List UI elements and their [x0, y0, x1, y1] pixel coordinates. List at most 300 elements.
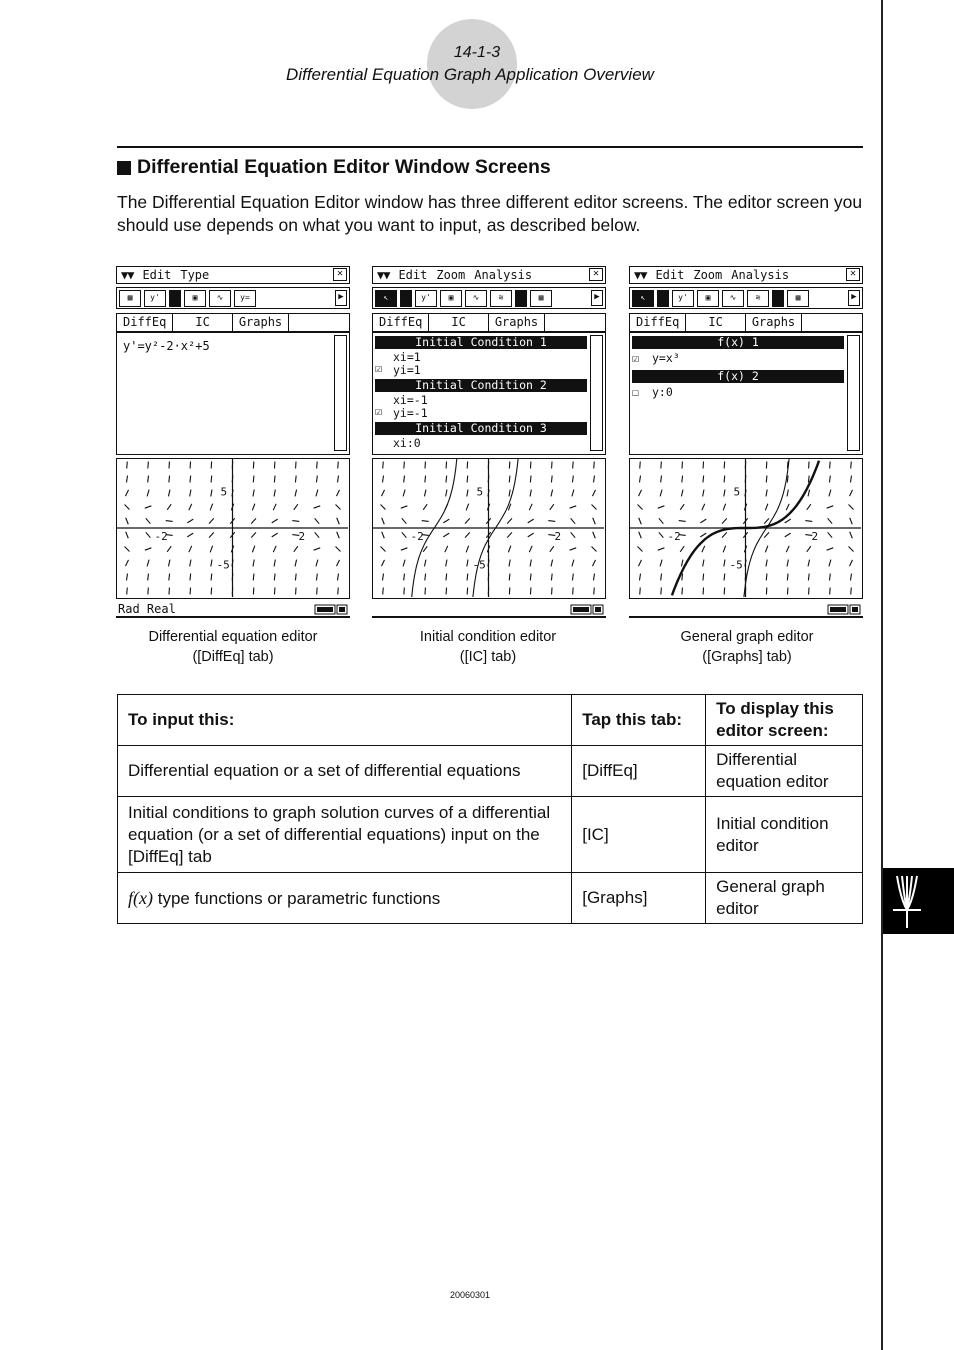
slope-segment [252, 504, 254, 511]
tab-diffeq[interactable]: DiffEq [117, 314, 173, 331]
slope-segment [724, 490, 725, 497]
slope-segment [294, 504, 298, 510]
slope-segment [681, 560, 683, 567]
dropdown-arrow-icon[interactable] [169, 290, 181, 307]
slope-segment [724, 476, 725, 483]
slope-segment [209, 518, 214, 523]
slope-segment [381, 560, 384, 566]
condition-xi[interactable]: xi=1 [393, 350, 421, 364]
slope-segment [211, 476, 212, 483]
caption-line: ([DiffEq] tab) [192, 649, 274, 665]
toolbar-grid-icon[interactable]: ▦ [787, 290, 809, 307]
slope-segment [148, 574, 149, 581]
slope-segment [507, 532, 512, 537]
slope-segment [252, 546, 254, 553]
slope-segment [766, 490, 767, 497]
slope-segment [295, 476, 296, 483]
slope-field-graph[interactable] [629, 458, 863, 599]
slope-segment [382, 574, 383, 581]
slope-segment [661, 574, 662, 581]
condition-header[interactable]: Initial Condition 1 [375, 336, 587, 349]
menu-zoom[interactable]: Zoom [693, 268, 723, 282]
slope-segment [404, 574, 405, 581]
section-rule [117, 146, 863, 148]
slope-segment [807, 546, 811, 552]
slope-segment [337, 532, 340, 539]
function-header[interactable]: f(x) 2 [632, 370, 844, 383]
condition-xi[interactable]: xi:0 [393, 436, 421, 450]
slope-segment [445, 546, 448, 552]
slope-segment [570, 506, 577, 508]
slope-field-icon [887, 870, 927, 930]
close-icon[interactable]: ✕ [846, 268, 860, 281]
slope-segment [382, 476, 383, 483]
slope-segment [571, 532, 576, 537]
slope-segment [786, 504, 789, 510]
tab-graphs[interactable]: Graphs [489, 314, 545, 331]
slope-segment [550, 546, 554, 552]
x-tick-label: 2 [811, 530, 819, 543]
slope-segment [639, 574, 640, 581]
editor-area[interactable] [629, 332, 863, 455]
slope-segment [530, 490, 531, 497]
table-row [118, 746, 863, 797]
toolbar [372, 287, 606, 309]
slope-segment [402, 532, 407, 537]
slope-segment [572, 476, 573, 483]
slope-segment [466, 546, 468, 553]
slope-segment [465, 518, 470, 523]
table-cell [118, 873, 572, 924]
slope-segment [127, 588, 128, 595]
slope-segment [593, 532, 596, 539]
slope-segment [190, 476, 191, 483]
editor-table [117, 694, 863, 924]
slope-segment [401, 506, 408, 508]
y-tick-label: -5 [472, 558, 486, 572]
slope-segment [764, 518, 769, 523]
condition-header[interactable]: Initial Condition 3 [375, 422, 587, 435]
scrollbar[interactable] [334, 335, 347, 451]
condition-xi[interactable]: xi=-1 [393, 393, 428, 407]
slope-segment [467, 560, 468, 567]
footer-code: 20060301 [449, 1290, 491, 1300]
slope-segment [849, 547, 854, 552]
tab-graphs[interactable]: Graphs [233, 314, 289, 331]
slope-segment [682, 574, 683, 581]
fx-symbol: f(x) [128, 887, 153, 908]
dropdown-arrow-icon[interactable] [400, 290, 412, 307]
slope-segment [314, 506, 321, 508]
slope-segment [808, 476, 809, 483]
slope-segment [211, 574, 212, 581]
slope-segment [724, 560, 725, 567]
slope-segment [572, 574, 573, 581]
slope-field-graph[interactable] [116, 458, 350, 599]
slope-segment [295, 490, 297, 497]
slope-segment [423, 546, 427, 552]
slope-segment [145, 506, 152, 508]
slope-segment [680, 504, 684, 510]
function-expr[interactable]: y:0 [652, 385, 673, 399]
slope-segment [785, 519, 791, 523]
slope-segment [530, 476, 531, 483]
tab-bar [372, 313, 606, 332]
dropdown-arrow-icon[interactable] [657, 290, 669, 307]
caption-line: Differential equation editor [148, 629, 318, 645]
slope-field-svg [630, 459, 861, 597]
caption-line: ([IC] tab) [459, 649, 517, 665]
slope-segment [337, 518, 340, 525]
slope-segment [850, 476, 851, 483]
slope-segment [661, 476, 662, 483]
chevron-right-icon[interactable]: ▶ [591, 290, 603, 306]
slope-segment [424, 490, 426, 497]
slope-segment [849, 490, 852, 496]
slope-segment [807, 504, 811, 510]
checkbox-checked-icon[interactable]: ☑ [632, 351, 639, 365]
slope-field-graph[interactable] [372, 458, 606, 599]
slope-segment [592, 547, 597, 552]
slope-segment [592, 560, 595, 566]
table-row [118, 873, 863, 924]
slope-segment [680, 546, 684, 552]
table-cell: [DiffEq] [572, 746, 706, 797]
slope-segment [640, 588, 641, 595]
table-header: To display this editor screen: [706, 695, 863, 746]
y-tick-label: 5 [476, 485, 484, 499]
toolbar-sketch-icon[interactable]: ≋ [490, 290, 512, 307]
slope-segment [125, 547, 130, 552]
slope-segment [785, 533, 791, 537]
slope-segment [638, 505, 643, 510]
slope-segment [787, 476, 788, 483]
slope-segment [594, 462, 595, 469]
tab-diffeq[interactable]: DiffEq [630, 314, 686, 331]
slope-segment [829, 574, 830, 581]
slope-segment [423, 504, 427, 510]
caption-line: Initial condition editor [419, 629, 557, 645]
menu-logo-icon[interactable]: ▼▼ [121, 268, 134, 282]
slope-segment [146, 518, 151, 523]
menu-analysis[interactable]: Analysis [474, 268, 533, 282]
ic-editor-screen [372, 266, 606, 620]
table-cell: Initial conditions to graph solution curves of a differential equation (or a set of differential equations) input on the [DiffEq] tab [118, 797, 572, 873]
slope-segment [404, 476, 405, 483]
toolbar-table-icon[interactable]: y= [234, 290, 256, 307]
slope-segment [488, 476, 489, 483]
slope-segment [509, 476, 510, 483]
table-cell-text: type functions or parametric functions [157, 888, 441, 908]
slope-segment [658, 506, 665, 508]
slope-segment [828, 532, 833, 537]
slope-segment [425, 574, 426, 581]
menu-analysis[interactable]: Analysis [731, 268, 790, 282]
graphs-editor-screen [629, 266, 863, 620]
slope-segment [681, 490, 683, 497]
slope-segment [593, 518, 596, 525]
slope-segment [509, 560, 510, 567]
slope-segment [660, 560, 662, 567]
slope-segment [508, 546, 510, 553]
chevron-right-icon[interactable]: ▶ [335, 290, 347, 306]
slope-segment [703, 476, 704, 483]
diffeq-editor-screen [116, 266, 350, 620]
slope-segment [550, 504, 554, 510]
slope-segment [724, 574, 725, 581]
slope-segment [169, 574, 170, 581]
toolbar-pointer-icon[interactable]: ↖ [632, 290, 654, 307]
slope-segment [187, 533, 193, 537]
x-tick-label: -2 [410, 530, 424, 543]
caption-diffeq [103, 627, 363, 667]
slope-segment [808, 490, 810, 497]
chapter-tab [883, 868, 954, 934]
menu-type[interactable]: Type [180, 268, 210, 282]
editor-area[interactable] [372, 332, 606, 455]
menu-bar [372, 266, 606, 284]
intro-paragraph: The Differential Equation Editor window has three different editor screens. The editor screen you should use depends on what you want to input, as described below. [117, 192, 863, 235]
y-tick-label: -5 [729, 558, 743, 572]
menu-bar [116, 266, 350, 284]
slope-segment [850, 532, 853, 539]
table-header-row [118, 695, 863, 746]
slope-segment [168, 490, 170, 497]
menu-edit[interactable]: Edit [142, 268, 172, 282]
slope-segment [381, 490, 384, 496]
caption-line: ([Graphs] tab) [702, 649, 792, 665]
menu-zoom[interactable]: Zoom [436, 268, 466, 282]
section-heading [117, 156, 551, 179]
slope-segment [209, 532, 214, 537]
slope-segment [126, 574, 127, 581]
slope-segment [189, 546, 192, 552]
tab-bar [629, 313, 863, 332]
toolbar-window-icon[interactable]: ▣ [697, 290, 719, 307]
slope-segment [446, 490, 447, 497]
toolbar-window-icon[interactable]: ▣ [184, 290, 206, 307]
scrollbar[interactable] [590, 335, 603, 451]
slope-segment [446, 574, 447, 581]
slope-segment [593, 574, 594, 581]
slope-segment [765, 504, 767, 511]
slope-segment [509, 490, 510, 497]
editor-area[interactable] [116, 332, 350, 455]
battery-icon [827, 604, 861, 615]
slope-segment [660, 490, 662, 497]
slope-segment [274, 490, 275, 497]
tab-graphs[interactable]: Graphs [746, 314, 802, 331]
toolbar-pointer-icon[interactable]: ↖ [375, 290, 397, 307]
slope-segment [639, 518, 642, 525]
slope-segment [808, 574, 809, 581]
slope-segment [722, 532, 727, 537]
scrollbar[interactable] [847, 335, 860, 451]
slope-segment [336, 547, 341, 552]
slope-segment [638, 490, 641, 496]
slope-segment [808, 560, 810, 567]
slope-segment [529, 546, 532, 552]
slope-segment [232, 574, 233, 581]
slope-segment [402, 518, 407, 523]
slope-segment [401, 548, 408, 550]
slope-segment [551, 476, 552, 483]
slope-segment [125, 560, 128, 566]
x-tick-label: 2 [298, 530, 306, 543]
toolbar-window-icon[interactable]: ▣ [440, 290, 462, 307]
slope-segment [850, 518, 853, 525]
slope-segment [169, 476, 170, 483]
slope-segment [125, 505, 130, 510]
slope-segment [787, 574, 788, 581]
slope-segment [639, 532, 642, 539]
function-expr[interactable]: y=x³ [652, 351, 680, 365]
slope-segment [700, 533, 706, 537]
toolbar-yprime-icon[interactable]: y' [144, 290, 166, 307]
slope-segment [336, 490, 339, 496]
checkbox-checked-icon[interactable]: ☑ [375, 404, 382, 418]
slope-segment [382, 532, 385, 539]
slope-segment [570, 548, 577, 550]
slope-segment [274, 560, 275, 567]
slope-segment [548, 521, 555, 522]
square-bullet-icon [117, 161, 131, 175]
slope-segment [383, 462, 384, 469]
toolbar-yprime-icon[interactable]: y' [415, 290, 437, 307]
tab-ic[interactable]: IC [686, 314, 745, 331]
slope-segment [443, 519, 449, 523]
slope-segment [292, 521, 299, 522]
slope-segment [829, 490, 831, 497]
slope-segment [337, 476, 338, 483]
slope-segment [467, 574, 468, 581]
slope-segment [425, 476, 426, 483]
checkbox-checked-icon[interactable]: ☑ [375, 361, 382, 375]
slope-segment [422, 521, 429, 522]
menu-edit[interactable]: Edit [398, 268, 428, 282]
chapter-title: Differential Equation Graph Application Overview [286, 65, 654, 84]
slope-segment [403, 490, 405, 497]
slope-segment [787, 490, 788, 497]
slope-segment [274, 476, 275, 483]
slope-segment [190, 560, 191, 567]
slope-segment [446, 476, 447, 483]
menu-edit[interactable]: Edit [655, 268, 685, 282]
slope-segment [251, 532, 256, 537]
slope-segment [851, 588, 852, 595]
slope-segment [571, 518, 576, 523]
slope-segment [338, 588, 339, 595]
slope-segment [273, 546, 276, 552]
condition-header[interactable]: Initial Condition 2 [375, 379, 587, 392]
slope-segment [187, 519, 193, 523]
slope-segment [551, 490, 553, 497]
slope-segment [786, 546, 789, 552]
slope-segment [253, 560, 254, 567]
slope-segment [658, 548, 665, 550]
header-circle [427, 19, 517, 109]
slope-segment [766, 560, 767, 567]
chevron-right-icon[interactable]: ▶ [848, 290, 860, 306]
slope-segment [336, 505, 341, 510]
slope-segment [851, 462, 852, 469]
tab-ic[interactable]: IC [173, 314, 232, 331]
condition-yi[interactable]: yi=1 [393, 363, 421, 377]
close-icon[interactable]: ✕ [589, 268, 603, 281]
slope-segment [593, 476, 594, 483]
slope-segment [659, 518, 664, 523]
status-bar [116, 602, 350, 618]
tab-diffeq[interactable]: DiffEq [373, 314, 429, 331]
slope-segment [253, 574, 254, 581]
toolbar-grid-icon[interactable]: ▦ [119, 290, 141, 307]
function-header[interactable]: f(x) 1 [632, 336, 844, 349]
toolbar [116, 287, 350, 309]
slope-segment [703, 574, 704, 581]
slope-segment [125, 490, 128, 496]
close-icon[interactable]: ✕ [333, 268, 347, 281]
condition-yi[interactable]: yi=-1 [393, 406, 428, 420]
slope-segment [337, 574, 338, 581]
toolbar-sketch-icon[interactable]: ≋ [747, 290, 769, 307]
slope-segment [211, 490, 212, 497]
y-tick-label: -5 [216, 558, 230, 572]
slope-segment [702, 546, 705, 552]
slope-segment [127, 462, 128, 469]
slope-segment [722, 518, 727, 523]
slope-segment [145, 548, 152, 550]
menu-logo-icon[interactable]: ▼▼ [377, 268, 390, 282]
y-tick-label: 5 [220, 485, 228, 499]
table-cell: [Graphs] [572, 873, 706, 924]
slope-segment [766, 476, 767, 483]
slope-segment [700, 519, 706, 523]
slope-segment [703, 490, 704, 497]
page-number: 14-1-3 [453, 44, 501, 61]
slope-segment [272, 519, 278, 523]
slope-segment [745, 476, 746, 483]
slope-segment [640, 462, 641, 469]
slope-segment [466, 504, 468, 511]
table-header: To input this: [118, 695, 572, 746]
slope-segment [272, 533, 278, 537]
slope-segment [723, 504, 725, 511]
toolbar-yprime-icon[interactable]: y' [672, 290, 694, 307]
tab-ic[interactable]: IC [429, 314, 488, 331]
toolbar-grid-icon[interactable]: ▦ [530, 290, 552, 307]
slope-segment [638, 547, 643, 552]
slope-segment [126, 476, 127, 483]
slope-segment [274, 574, 275, 581]
table-cell: Differential equation editor [706, 746, 863, 797]
status-bar [629, 602, 863, 618]
menu-logo-icon[interactable]: ▼▼ [634, 268, 647, 282]
checkbox-unchecked-icon[interactable]: ☐ [632, 385, 639, 399]
status-bar [372, 602, 606, 618]
dropdown-arrow-icon[interactable] [515, 290, 527, 307]
x-tick-label: -2 [154, 530, 168, 543]
equation-text[interactable]: y'=y²-2·x²+5 [123, 339, 210, 353]
toolbar-graph-icon[interactable]: ∿ [209, 290, 231, 307]
toolbar-trace-icon[interactable]: ∿ [722, 290, 744, 307]
toolbar-trace-icon[interactable]: ∿ [465, 290, 487, 307]
dropdown-arrow-icon[interactable] [772, 290, 784, 307]
slope-segment [211, 560, 212, 567]
caption-line: General graph editor [680, 629, 814, 645]
slope-segment [679, 521, 686, 522]
slope-segment [528, 519, 534, 523]
slope-segment [572, 490, 574, 497]
